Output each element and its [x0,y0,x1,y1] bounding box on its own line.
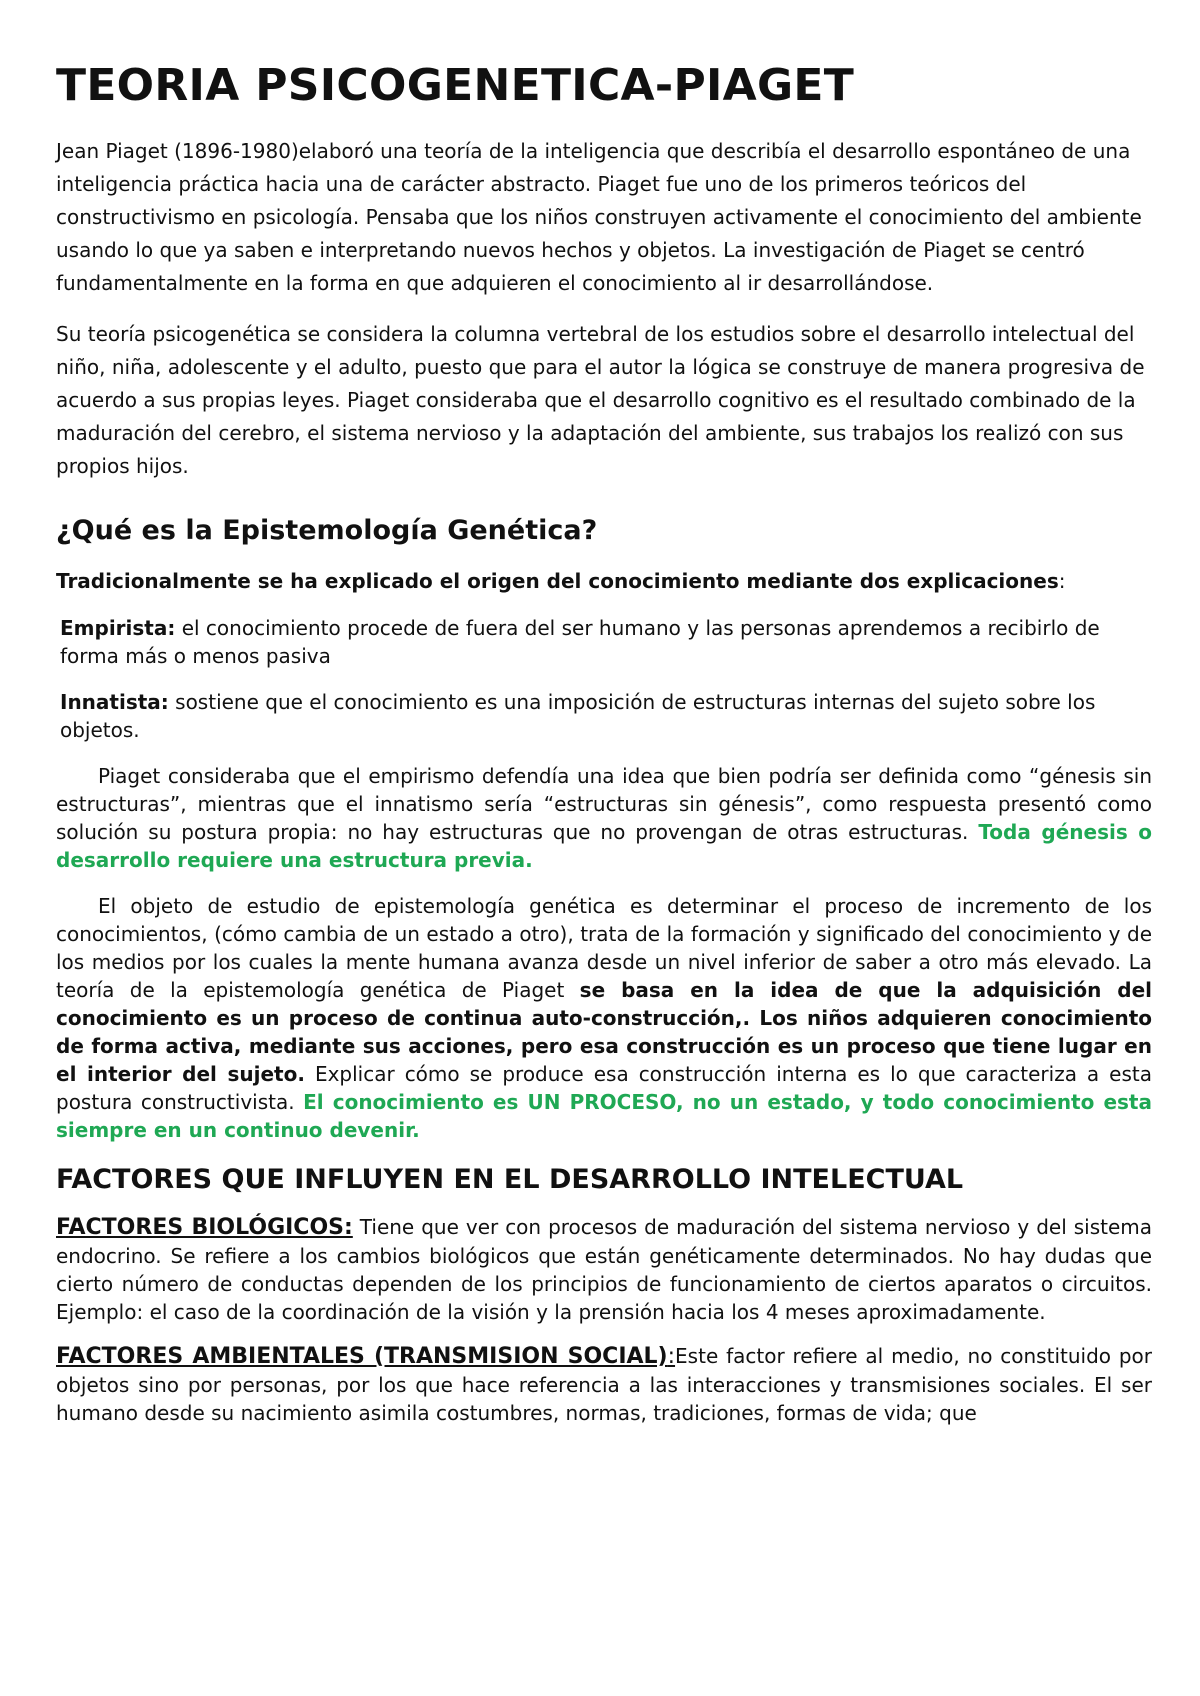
document-title: TEORIA PSICOGENETICA-PIAGET [56,60,855,111]
objeto-bold: se basa en la idea de que la adquisición del conocimiento es un proceso de continua auto-construcción,. Los niños adquieren conocimiento de forma activa, mediante sus acciones, pero esa construcción es un proceso que tiene lugar en el interior del sujeto. [56,977,1153,1086]
genesis-highlight: Toda génesis o desarrollo requiere una estructura previa. [56,819,1153,872]
factores-ambientales-colon: : [667,1343,676,1369]
empirista-term: Empirista: [60,615,176,640]
genesis-paragraph [56,762,1152,874]
empirista-text: el conocimiento procede de fuera del ser humano y las personas aprendemos a recibirlo de forma más o menos pasiva [60,615,1100,668]
factores-biologicos-term: FACTORES BIOLÓGICOS: [56,1214,353,1240]
empirista-definition [56,614,1152,670]
objeto-text-b: Explicar cómo se produce esa construcción interna es lo que caracteriza a esta postura constructivista. [56,1061,1153,1114]
intro-paragraph-2: Su teoría psicogenética se considera la columna vertebral de los estudios sobre el desarrollo intelectual del niño, niña, adolescente y el adulto, puesto que para el autor la lógica se construye de manera progresiva de acuerdo a sus propias leyes. Piaget consideraba que el desarrollo cognitivo es el resultado combinado de la maduración del cerebro, el sistema nervioso y la adaptación del ambiente, sus trabajos los realizó con sus propios hijos. [56,321,1145,478]
factores-ambientales-paragraph [56,1342,1152,1427]
lead-bold-text: Tradicionalmente se ha explicado el origen del conocimiento mediante dos explicaciones [56,568,1059,593]
factores-heading: FACTORES QUE INFLUYEN EN EL DESARROLLO INTELECTUAL [56,1163,964,1195]
lead-colon: : [1058,568,1066,593]
objeto-text-a: El objeto de estudio de epistemología genética es determinar el proceso de incremento de los conocimientos, (cómo cambia de un estado a otro), trata de la formación y significado del conocimiento y de los medios por los cuales la mente humana avanza desde un nivel inferior de saber a otro más elevado. La teoría de la epistemología genética de Piaget [56,893,1152,1002]
genesis-text: Piaget consideraba que el empirismo defendía una idea que bien podría ser definida como “génesis sin estructuras”, mientras que el innatismo sería “estructuras sin génesis”, como respuesta presentó como solución su postura propia: no hay estructuras que no provengan de otras estructuras. [56,763,1152,844]
epistemologia-heading: ¿Qué es la Epistemología Genética? [56,514,598,546]
factores-ambientales-text: Este factor refiere al medio, no constituido por objetos sino por personas, por los que hace referencia a las interacciones y transmisiones sociales. El ser humano desde su nacimiento asimila costumbres, normas, tradiciones, formas de vida; que [56,1343,1152,1425]
objeto-highlight: El conocimiento es UN PROCESO, no un estado, y todo conocimiento esta siempre en un continuo devenir. [56,1089,1152,1142]
innatista-text: sostiene que el conocimiento es una imposición de estructuras internas del sujeto sobre los objetos. [60,689,1096,742]
innatista-definition [56,688,1152,744]
epistemologia-lead [56,566,1152,596]
objeto-estudio-paragraph [56,892,1152,1144]
innatista-term: Innatista: [60,689,169,714]
factores-ambientales-term: FACTORES AMBIENTALES (TRANSMISION SOCIAL) [56,1343,668,1369]
factores-biologicos-text: Tiene que ver con procesos de maduración del sistema nervioso y del sistema endocrino. Se refiere a los cambios biológicos que están genéticamente determinados. No hay dudas que cierto número de conductas dependen de los principios de funcionamiento de ciertos aparatos o circuitos. Ejemplo: el caso de la coordinación de la visión y la prensión hacia los 4 meses aproximadamente. [56,1214,1153,1324]
intro-paragraph-1: Jean Piaget (1896-1980)elaboró una teoría de la inteligencia que describía el desarrollo espontáneo de una inteligencia práctica hacia una de carácter abstracto. Piaget fue uno de los primeros teóricos del constructivismo en psicología. Pensaba que los niños construyen activamente el conocimiento del ambiente usando lo que ya saben e interpretando nuevos hechos y objetos. La investigación de Piaget se centró fundamentalmente en la forma en que adquieren el conocimiento al ir desarrollándose. [56,138,1142,295]
factores-biologicos-paragraph [56,1213,1152,1326]
